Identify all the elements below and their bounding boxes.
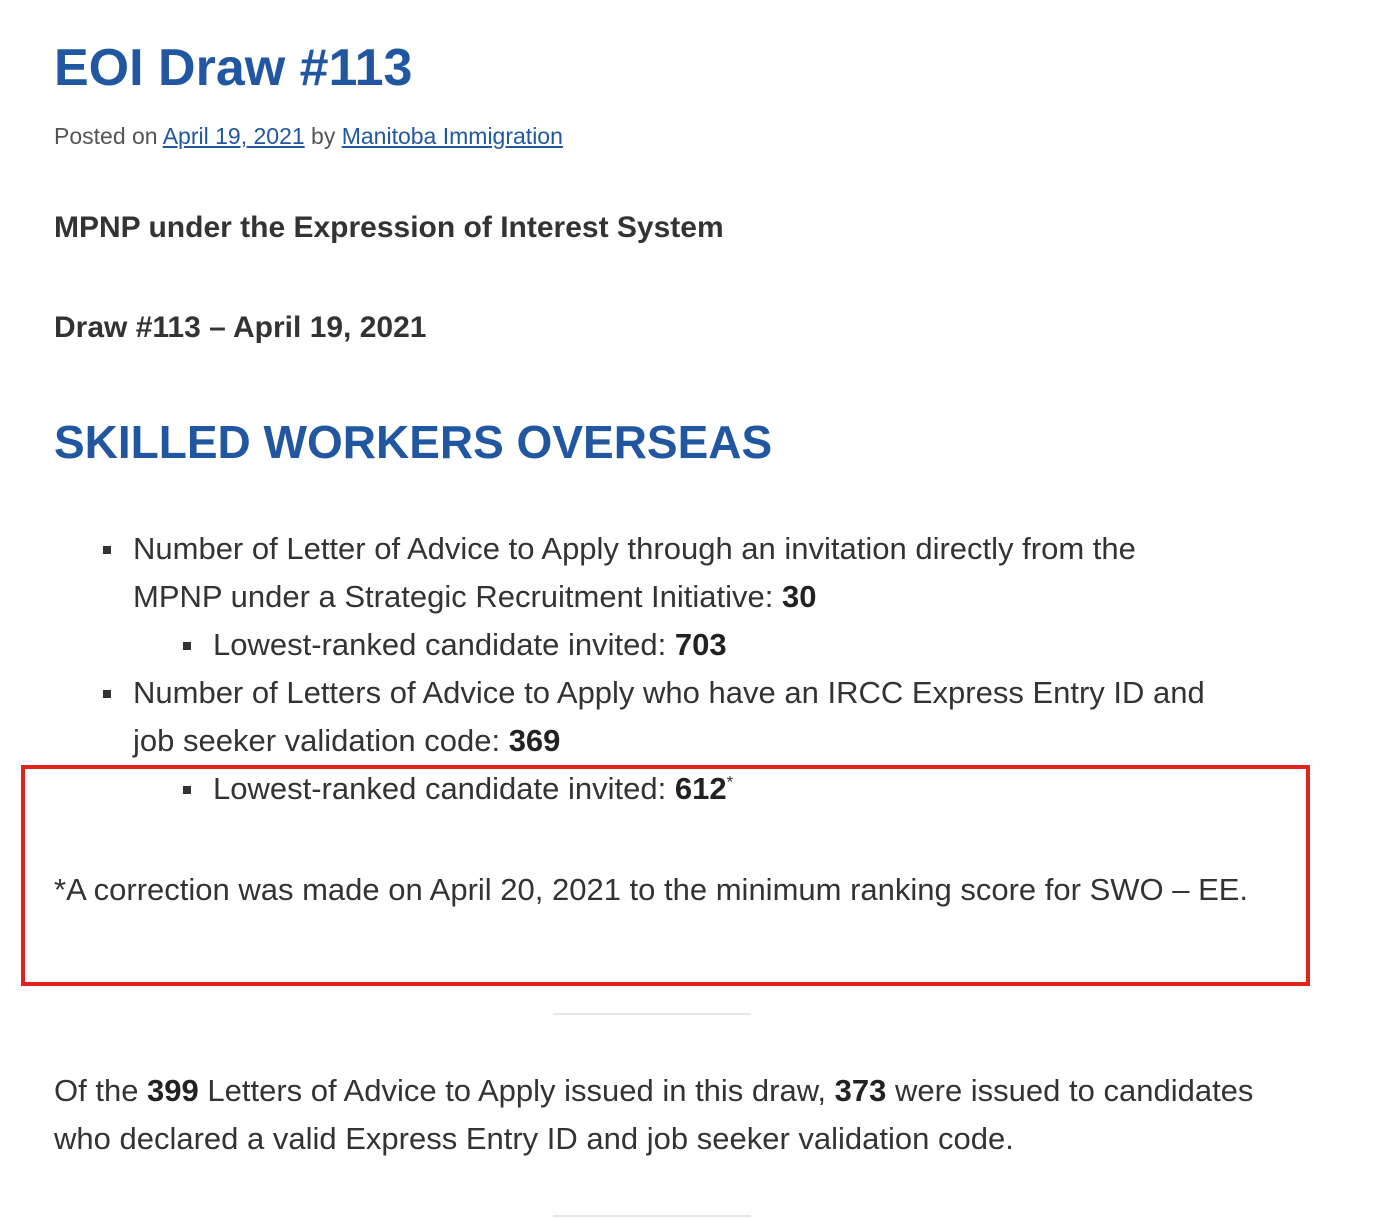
sub-list-item bbox=[0, 621, 1388, 669]
list-item-text: job seeker validation code: bbox=[133, 723, 509, 758]
divider bbox=[553, 1215, 751, 1217]
summary-paragraph bbox=[54, 1067, 1314, 1163]
list-item-text: MPNP under a Strategic Recruitment Initiative: bbox=[133, 579, 782, 614]
summary-text: Of the bbox=[54, 1073, 148, 1108]
list-item bbox=[0, 525, 1388, 573]
bullet-icon bbox=[103, 690, 111, 698]
list-item-continuation bbox=[0, 717, 1388, 765]
post-title[interactable]: EOI Draw #113 bbox=[54, 39, 413, 97]
correction-note: *A correction was made on April 20, 2021 to the minimum ranking score for SWO – EE. bbox=[54, 872, 1249, 907]
list-item-text: Number of Letter of Advice to Apply through an invitation directly from the bbox=[133, 531, 1136, 566]
by-label: by bbox=[311, 123, 336, 149]
list-item-continuation bbox=[0, 573, 1388, 621]
sub-list-item-text: Lowest-ranked candidate invited: bbox=[213, 771, 675, 806]
list-item-value: 30 bbox=[782, 579, 817, 614]
summary-total-value: 399 bbox=[147, 1073, 199, 1108]
asterisk-mark: * bbox=[726, 772, 734, 792]
bullet-icon bbox=[183, 786, 191, 794]
list-item bbox=[0, 669, 1388, 717]
sub-list-item-value: 703 bbox=[674, 627, 727, 662]
list-item-value: 369 bbox=[508, 723, 561, 758]
posted-on-label: Posted on bbox=[54, 123, 158, 149]
program-subheading: MPNP under the Expression of Interest System bbox=[54, 211, 724, 244]
post-date-link[interactable]: April 19, 2021 bbox=[162, 123, 305, 149]
bullet-icon bbox=[183, 642, 191, 650]
author-link[interactable]: Manitoba Immigration bbox=[341, 123, 563, 149]
summary-ee-value: 373 bbox=[834, 1073, 887, 1108]
post-meta bbox=[54, 121, 563, 151]
summary-text: Letters of Advice to Apply issued in this draw, bbox=[198, 1073, 835, 1108]
draw-subheading: Draw #113 – April 19, 2021 bbox=[54, 311, 427, 344]
list-item-text: Number of Letters of Advice to Apply who have an IRCC Express Entry ID and bbox=[133, 675, 1205, 710]
divider bbox=[553, 1013, 751, 1015]
section-heading: SKILLED WORKERS OVERSEAS bbox=[54, 416, 773, 468]
bullet-icon bbox=[103, 546, 111, 554]
summary-text: were issued to candidates who declared a valid Express Entry ID and job seeker validation code. bbox=[54, 1073, 1254, 1156]
sub-list-item-text: Lowest-ranked candidate invited: bbox=[213, 627, 675, 662]
sub-list-item bbox=[0, 765, 1388, 813]
sub-list-item-value: 612 bbox=[674, 771, 727, 806]
draw-results-list bbox=[0, 525, 1388, 813]
